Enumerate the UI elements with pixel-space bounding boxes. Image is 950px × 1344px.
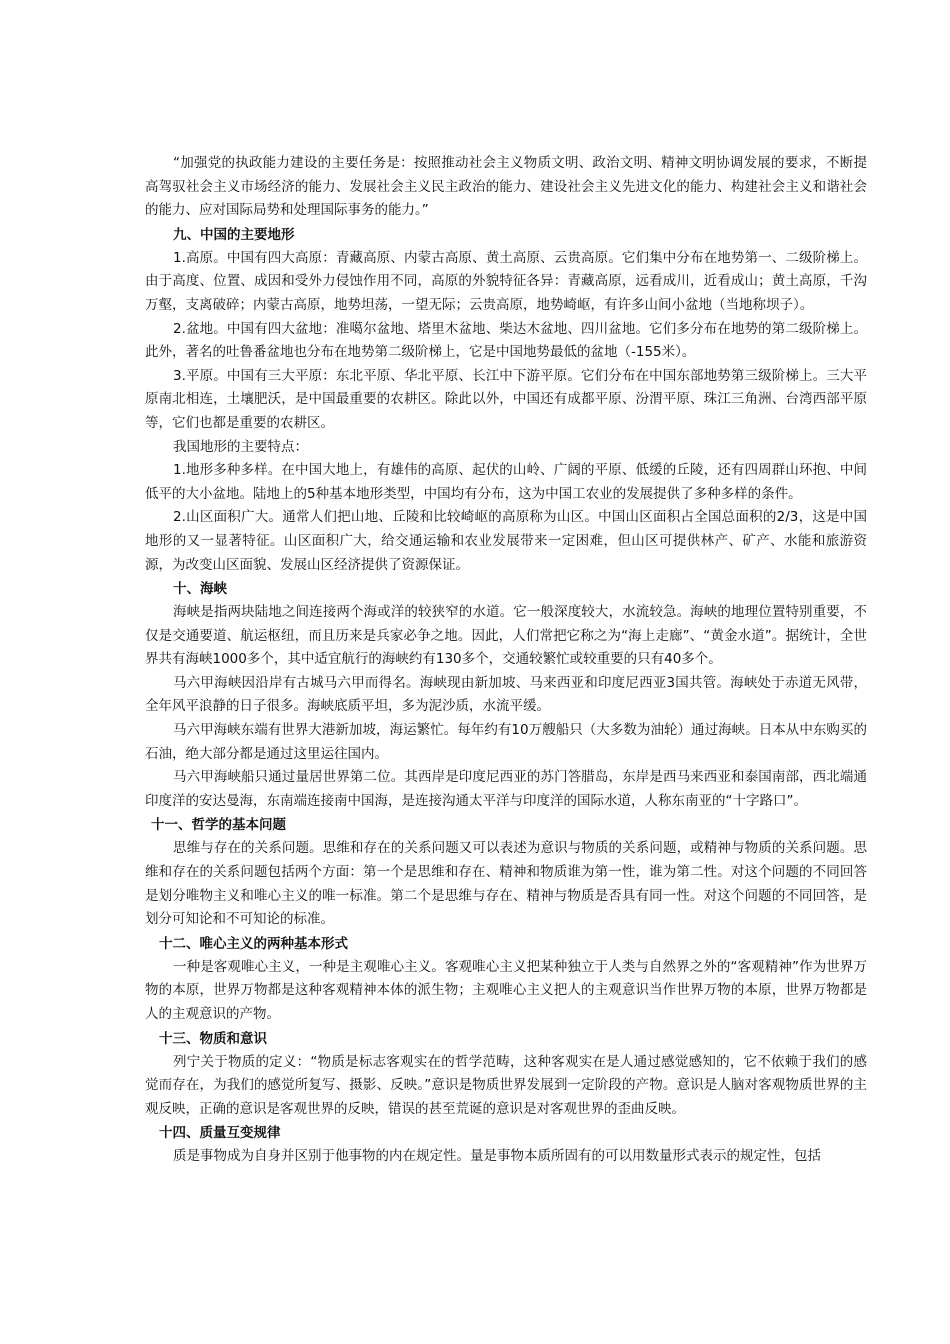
section-heading: 十一、哲学的基本问题 xyxy=(151,817,286,834)
paragraph: 2.山区面积广大。通常人们把山地、丘陵和比较崎岖的高原称为山区。中国山区面积占全国总面积的2/3，这是中国地形的又一显著特征。山区面积广大，给交通运输和农业发展带来一定困难，但山区可提供林产、矿产、水能和旅游资源，为改变山区面貌、发展山区经济提供了资源保证。 xyxy=(145,509,867,573)
paragraph: 1.地形多种多样。在中国大地上，有雄伟的高原、起伏的山岭、广阔的平原、低缓的丘陵，还有四周群山环抱、中间低平的大小盆地。陆地上的5种基本地形类型，中国均有分布，这为中国工农业的发展提供了多种多样的条件。 xyxy=(145,462,867,502)
document-page xyxy=(145,152,867,1169)
paragraph: 马六甲海峡东端有世界大港新加坡，海运繁忙。每年约有10万艘船只（大多数为油轮）通过海峡。日本从中东购买的石油，绝大部分都是通过这里运往国内。 xyxy=(145,722,867,762)
paragraph: 列宁关于物质的定义：“物质是标志客观实在的哲学范畴，这种客观实在是人通过感觉感知的，它不依赖于我们的感觉而存在，为我们的感觉所复写、摄影、反映。”意识是物质世界发展到一定阶段的产物。意识是人脑对客观物质世界的主观反映，正确的意识是客观世界的反映，错误的甚至荒诞的意识是对客观世界的歪曲反映。 xyxy=(145,1053,867,1117)
paragraph: 马六甲海峡因沿岸有古城马六甲而得名。海峡现由新加坡、马来西亚和印度尼西亚3国共管。海峡处于赤道无风带，全年风平浪静的日子很多。海峡底质平坦，多为泥沙质，水流平缓。 xyxy=(145,674,867,715)
paragraph: 海峡是指两块陆地之间连接两个海或洋的较狭窄的水道。它一般深度较大，水流较急。海峡的地理位置特别重要，不仅是交通要道、航运枢纽，而且历来是兵家必争之地。因此，人们常把它称之为“海上走廊”、“黄金水道”。据统计，全世界共有海峡1000多个，其中适宜航行的海峡约有130多个，交通较繁忙或较重要的只有40多个。 xyxy=(145,604,867,668)
paragraph: 我国地形的主要特点： xyxy=(173,438,308,455)
section-heading: 十四、质量互变规律 xyxy=(159,1125,281,1142)
section-heading: 十二、唯心主义的两种基本形式 xyxy=(159,935,348,952)
paragraph: 1.高原。中国有四大高原：青藏高原、内蒙古高原、黄土高原、云贵高原。它们集中分布在地势第一、二级阶梯上。由于高度、位置、成因和受外力侵蚀作用不同，高原的外貌特征各异：青藏高原，远看成川，近看成山；黄土高原，千沟万壑，支离破碎；内蒙古高原，地势坦荡，一望无际；云贵高原，地势崎岖，有许多山间小盆地（当地称坝子）。 xyxy=(145,249,867,313)
section-heading: 十三、物质和意识 xyxy=(159,1030,267,1047)
paragraph: 马六甲海峡船只通过量居世界第二位。其西岸是印度尼西亚的苏门答腊岛，东岸是西马来西亚和泰国南部，西北端通印度洋的安达曼海，东南端连接南中国海，是连接沟通太平洋与印度洋的国际水道，人称东南亚的“十字路口”。 xyxy=(145,769,867,809)
paragraph: 2.盆地。中国有四大盆地：准噶尔盆地、塔里木盆地、柴达木盆地、四川盆地。它们多分布在地势的第二级阶梯上。此外，著名的吐鲁番盆地也分布在地势第二级阶梯上，它是中国地势最低的盆地（-155米）。 xyxy=(145,320,867,361)
paragraph: 3.平原。中国有三大平原：东北平原、华北平原、长江中下游平原。它们分布在中国东部地势第三级阶梯上。三大平原南北相连，土壤肥沃，是中国最重要的农耕区。除此以外，中国还有成都平原、汾渭平原、珠江三角洲、台湾西部平原等，它们也都是重要的农耕区。 xyxy=(145,367,867,431)
section-heading: 十、海峡 xyxy=(173,581,227,598)
paragraph: “加强党的执政能力建设的主要任务是：按照推动社会主义物质文明、政治文明、精神文明协调发展的要求，不断提高驾驭社会主义市场经济的能力、发展社会主义民主政治的能力、建设社会主义先进文化的能力、构建社会主义和谐社会的能力、应对国际局势和处理国际事务的能力。” xyxy=(145,155,867,219)
paragraph: 思维与存在的关系问题。思维和存在的关系问题又可以表述为意识与物质的关系问题，或精神与物质的关系问题。思维和存在的关系问题包括两个方面：第一个是思维和存在、精神和物质谁为第一性，谁为第二性。对这个问题的不同回答是划分唯物主义和唯心主义的唯一标准。第二个是思维与存在、精神与物质是否具有同一性。对这个问题的不同回答，是划分可知论和不可知论的标准。 xyxy=(145,840,867,928)
paragraph: 质是事物成为自身并区别于他事物的内在规定性。量是事物本质所固有的可以用数量形式表示的规定性，包括 xyxy=(173,1148,821,1165)
paragraph: 一种是客观唯心主义，一种是主观唯心主义。客观唯心主义把某种独立于人类与自然界之外的“客观精神”作为世界万物的本原，世界万物都是这种客观精神本体的派生物；主观唯心主义把人的主观意识当作世界万物的本原，世界万物都是人的主观意识的产物。 xyxy=(145,958,867,1022)
section-heading: 九、中国的主要地形 xyxy=(173,226,295,243)
